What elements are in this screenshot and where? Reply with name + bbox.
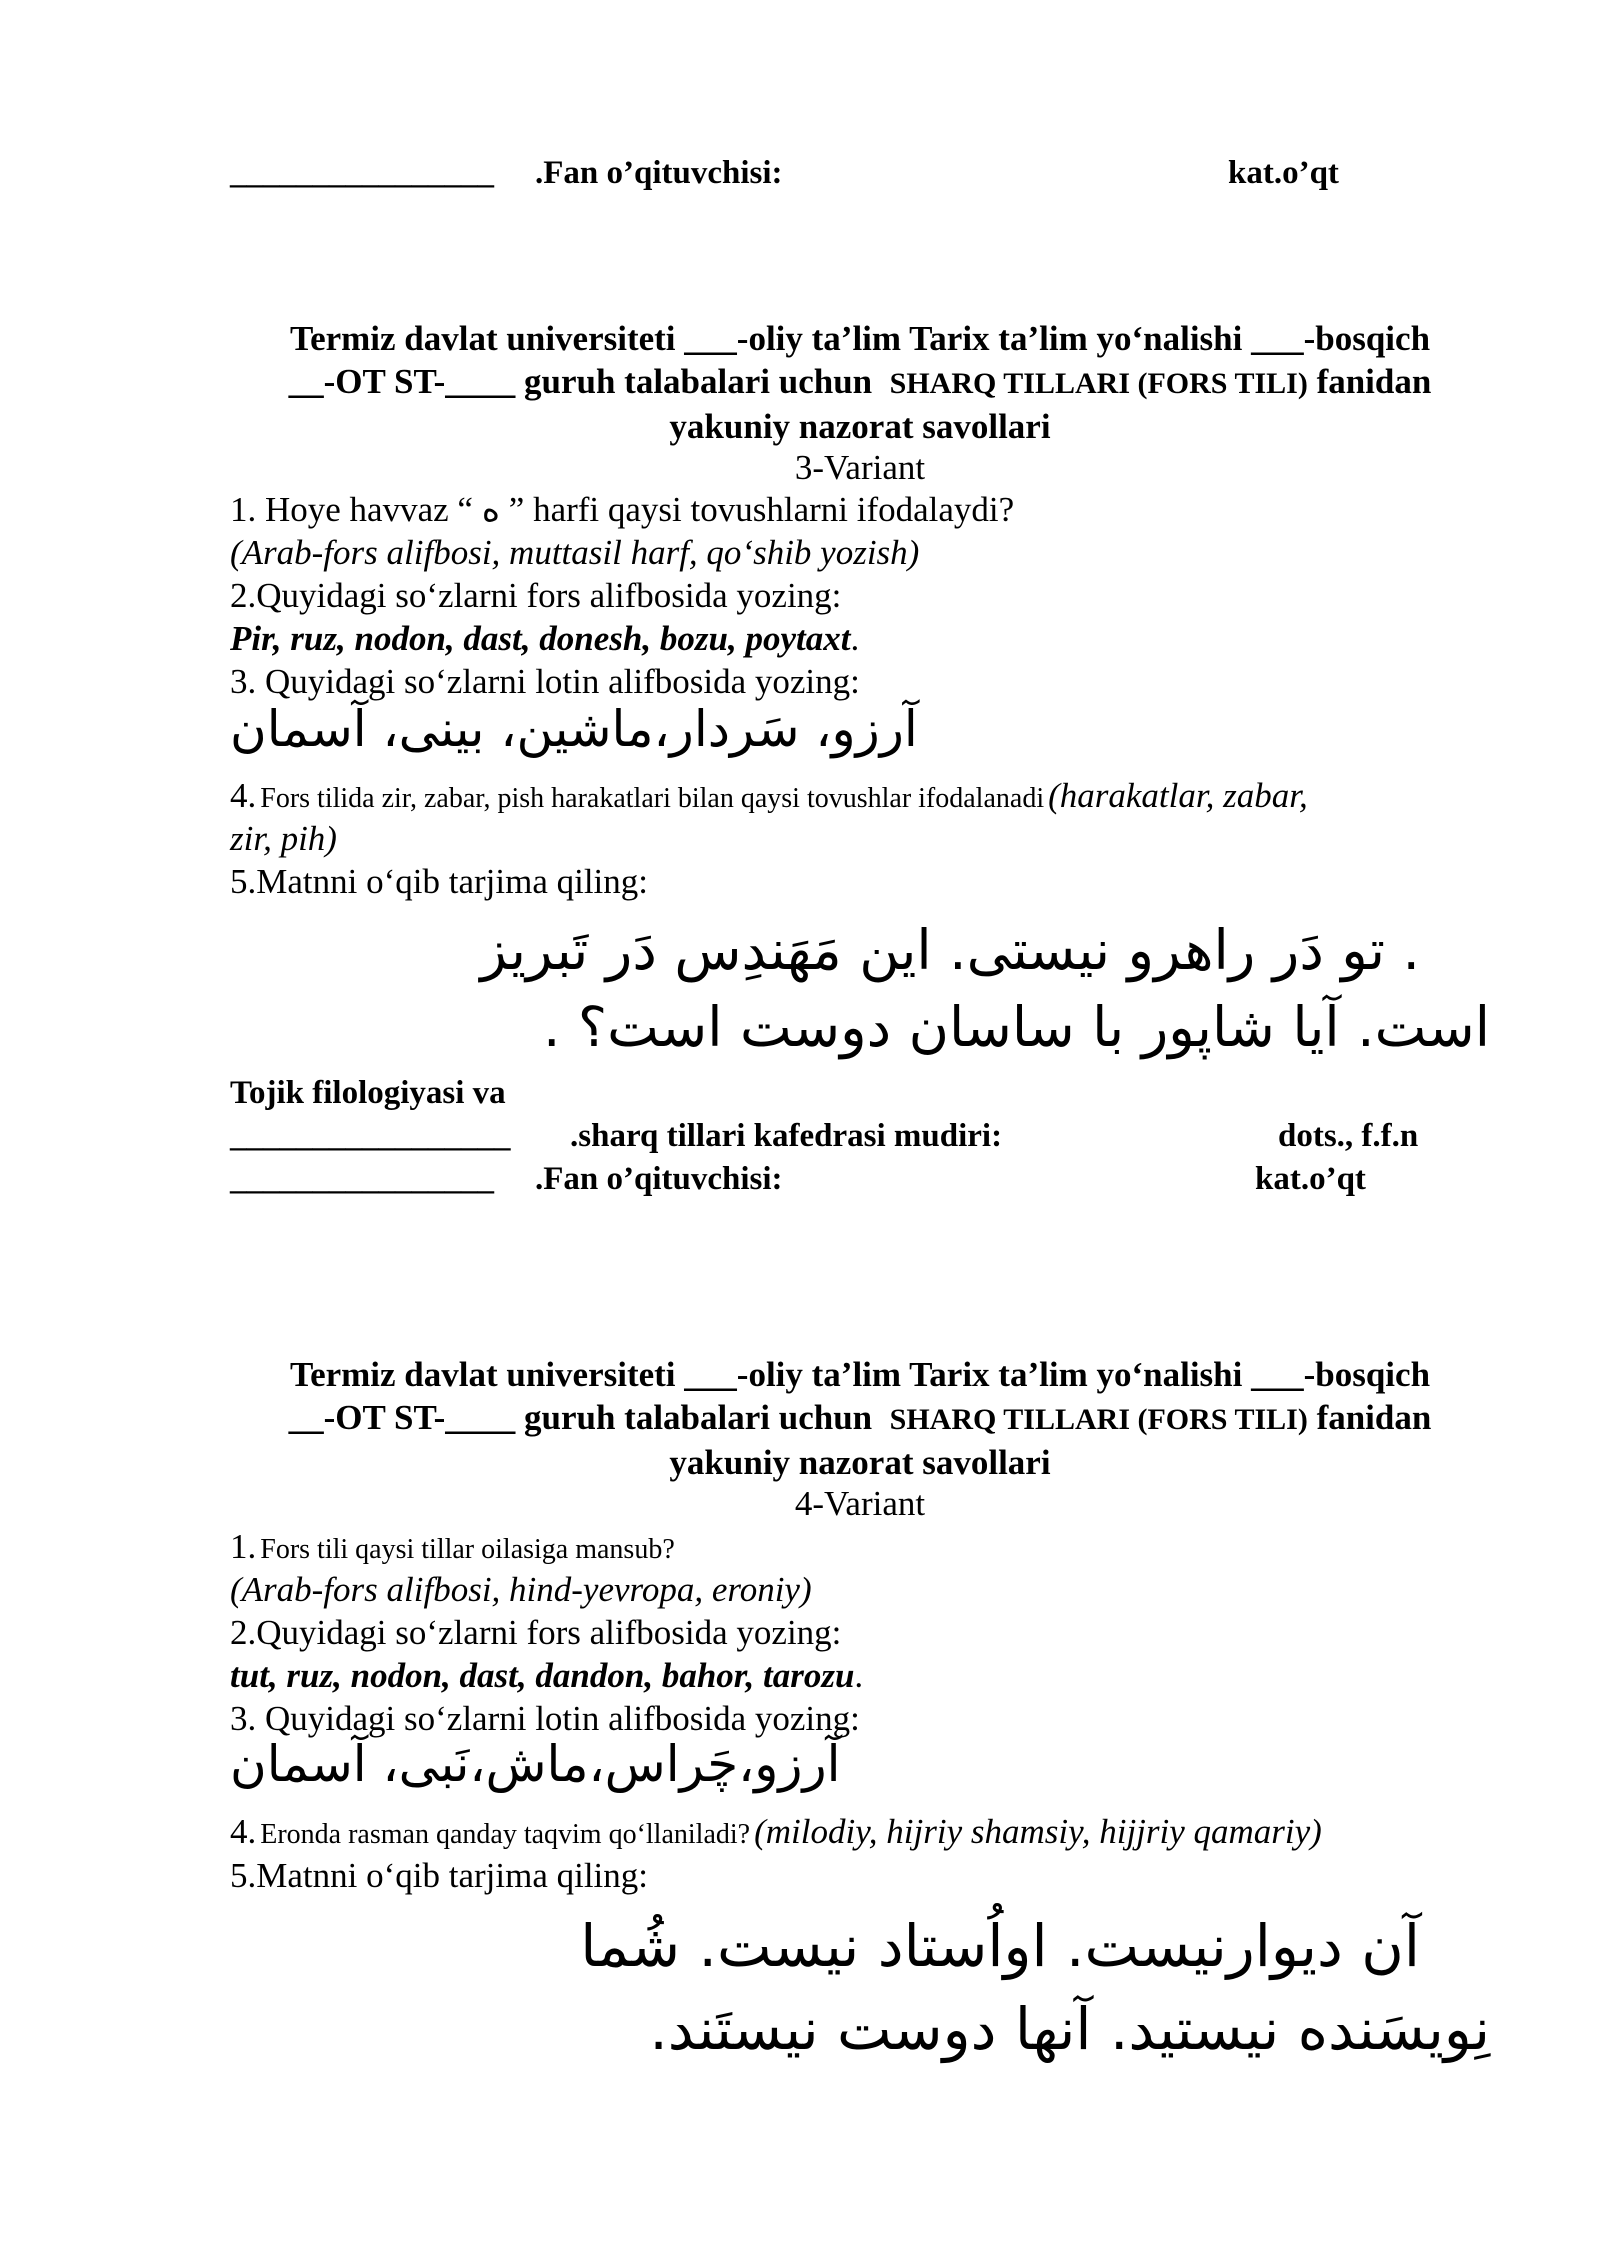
header-line-2: __-OT ST-____ guruh talabalari uchun SHARQ TILLARI (FORS TILI) fanidan: [288, 1398, 1432, 1437]
question-5-persian-line-2: نِویسَنده نیستید. آنها دوست نیستَند.: [649, 1995, 1490, 2063]
question-5-persian-line-1: . تو دَر راهرو نیستی. این مَهَندِس دَر تَبریز: [480, 918, 1420, 982]
question-1: 1. Hoye havvaz “ ه ” harfi qaysi tovushlarni ifodalaydi?: [230, 490, 1015, 529]
header-line-1: Termiz davlat universiteti ___-oliy ta’lim Tarix ta’lim yo‘nalishi ___-bosqich: [289, 1355, 1431, 1394]
question-5-persian-line-2: است. آیا شاپور با ساسان دوست است؟ .: [542, 995, 1490, 1059]
question-4-hint: zir, pih): [230, 819, 337, 858]
signature-label: .Fan o’qituvchisi:: [535, 155, 783, 191]
question-2-words: tut, ruz, nodon, dast, dandon, bahor, tarozu.: [230, 1656, 864, 1695]
header-line-3: yakuniy nazorat savollari: [669, 1443, 1051, 1482]
header-line-1: Termiz davlat universiteti ___-oliy ta’lim Tarix ta’lim yo‘nalishi ___-bosqich: [289, 319, 1431, 358]
question-3-persian: آرزو، سَردار،ماشین، بینی، آسمان: [230, 700, 918, 758]
teacher-signature-label: .Fan o’qituvchisi:: [535, 1161, 783, 1197]
teacher-signature-title: kat.o’qt: [1255, 1161, 1366, 1197]
head-signature-label: .sharq tillari kafedrasi mudiri:: [570, 1118, 1003, 1154]
question-1: 1. Fors tili qaysi tillar oilasiga mansub?: [230, 1527, 675, 1566]
question-5: 5.Matnni o‘qib tarjima qiling:: [230, 862, 649, 901]
question-3: 3. Quyidagi so‘zlarni lotin alifbosida yozing:: [230, 1699, 860, 1738]
question-1-hint: (Arab-fors alifbosi, muttasil harf, qo‘shib yozish): [230, 533, 920, 572]
signature-title: kat.o’qt: [1228, 155, 1339, 191]
question-2: 2.Quyidagi so‘zlarni fors alifbosida yozing:: [230, 1613, 842, 1652]
variant-label: 4-Variant: [794, 1484, 926, 1523]
signature-blank: ________________: [230, 155, 494, 191]
variant3-header: [230, 317, 1490, 448]
department-line: Tojik filologiyasi va: [230, 1075, 506, 1111]
question-5-persian-line-1: آن دیوارنیست. اواُستاد نیست. شُما: [580, 1912, 1420, 1980]
header-line-2: __-OT ST-____ guruh talabalari uchun SHARQ TILLARI (FORS TILI) fanidan: [288, 362, 1432, 401]
question-4: 4. Fors tilida zir, zabar, pish harakatlari bilan qaysi tovushlar ifodalanadi (harakatlar, zabar,: [230, 776, 1308, 815]
variant4-header: [230, 1353, 1490, 1484]
subject-name: SHARQ TILLARI (FORS TILI): [889, 1403, 1308, 1436]
question-3: 3. Quyidagi so‘zlarni lotin alifbosida yozing:: [230, 662, 860, 701]
head-signature-title: dots., f.f.n: [1278, 1118, 1419, 1154]
question-3-persian: آرزو،چَراس،ماش،نَبی، آسمان: [230, 1735, 841, 1793]
header-line-3: yakuniy nazorat savollari: [669, 407, 1051, 446]
question-5: 5.Matnni o‘qib tarjima qiling:: [230, 1856, 649, 1895]
question-4: 4. Eronda rasman qanday taqvim qo‘llaniladi? (milodiy, hijriy shamsiy, hijjriy qamariy): [230, 1812, 1322, 1851]
question-2-words: Pir, ruz, nodon, dast, donesh, bozu, poytaxt.: [230, 619, 860, 658]
variant-label: 3-Variant: [794, 448, 926, 487]
question-1-hint: (Arab-fors alifbosi, hind-yevropa, eroniy): [230, 1570, 812, 1609]
subject-name: SHARQ TILLARI (FORS TILI): [889, 367, 1308, 400]
question-2: 2.Quyidagi so‘zlarni fors alifbosida yozing:: [230, 576, 842, 615]
